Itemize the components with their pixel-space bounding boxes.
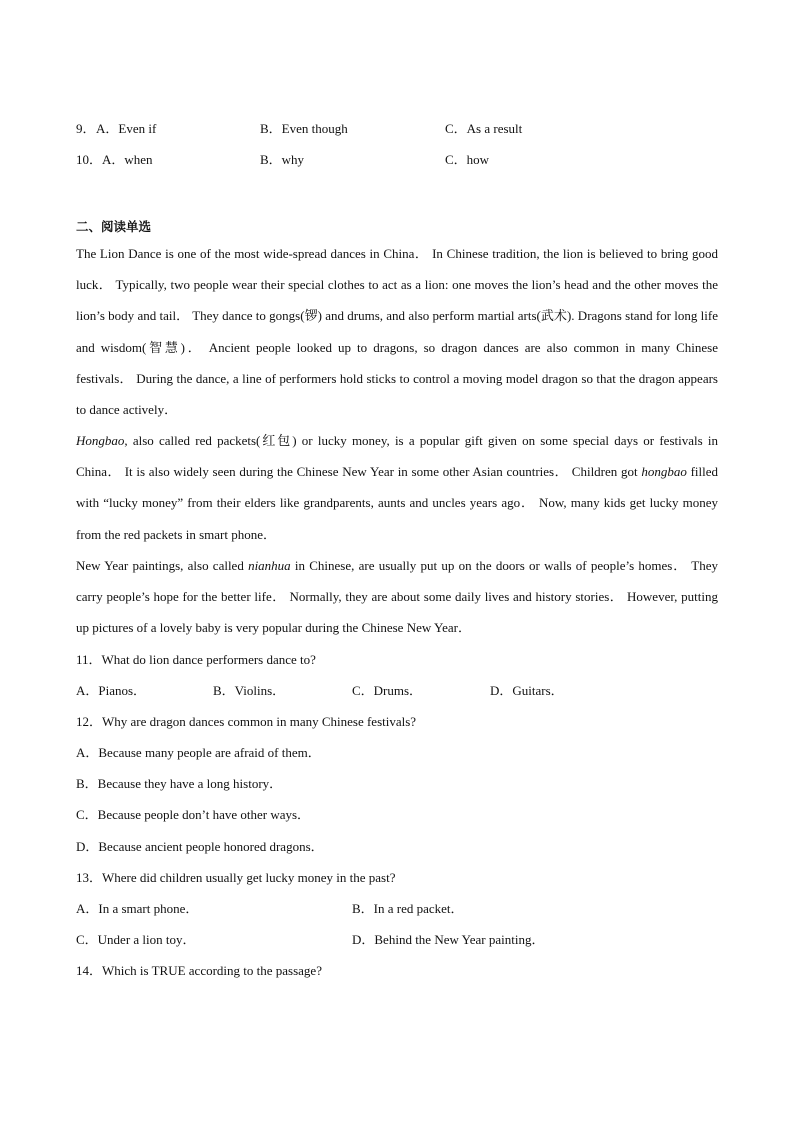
passage-paragraph-3-part-b: in Chinese, are usually put up on the doors or walls of people’s homes． They carry people’s hope for the better life． Normally, they are about some daily lives and history stories． However, putting up pictures of a lovely baby is very popular during the Chinese New Year． [76, 558, 718, 636]
passage-paragraph-2-part-b: filled with “lucky money” from their elders like grandparents, aunts and uncles years ago． Now, many kids get lucky money from the red packets in smart phone． [76, 464, 719, 542]
question-10-option-c[interactable]: C．how [445, 152, 490, 167]
question-12-option-d[interactable]: D．Because ancient people honored dragons． [76, 839, 324, 854]
section-title-reading: 二、阅读单选 [76, 219, 152, 234]
passage-paragraph-3 [76, 550, 718, 644]
question-12-option-b[interactable]: B．Because they have a long history． [76, 776, 283, 791]
question-12-option-c[interactable]: C．Because people don’t have other ways． [76, 807, 311, 822]
hongbao-term: Hongbao [76, 433, 125, 448]
question-14-stem: 14．Which is TRUE according to the passage? [76, 963, 322, 978]
passage-paragraph-2-part-a: , also called red packets(红包) or lucky money, is a popular gift given on some special days or festivals in China． It is also widely seen during the Chinese New Year in some other Asian countries． Children got [76, 433, 718, 480]
question-9-number: 9． [76, 121, 96, 136]
question-11-option-b[interactable]: B．Violins． [213, 683, 286, 698]
question-13-option-d[interactable]: D．Behind the New Year painting． [352, 932, 545, 947]
question-9-option-c[interactable]: C．As a result [445, 121, 523, 136]
question-12-option-a[interactable]: A．Because many people are afraid of them． [76, 745, 321, 760]
question-12-stem: 12．Why are dragon dances common in many Chinese festivals? [76, 714, 417, 729]
question-10-number: 10． [76, 152, 103, 167]
question-11-option-d[interactable]: D．Guitars． [490, 683, 564, 698]
passage-paragraph-3-part-a: New Year paintings, also called [76, 558, 249, 573]
question-9-option-a[interactable]: A．Even if [96, 121, 157, 136]
question-13-stem: 13．Where did children usually get lucky money in the past? [76, 870, 396, 885]
question-9-option-b[interactable]: B．Even though [260, 121, 348, 136]
nianhua-term: nianhua [248, 558, 291, 573]
question-11-option-a[interactable]: A．Pianos． [76, 683, 147, 698]
question-13-option-b[interactable]: B．In a red packet． [352, 901, 464, 916]
question-13-option-a[interactable]: A．In a smart phone． [76, 901, 199, 916]
hongbao-term-2: hongbao [641, 464, 687, 480]
question-10-option-a[interactable]: A．when [102, 152, 153, 167]
question-11-stem: 11．What do lion dance performers dance to? [76, 652, 316, 667]
passage-paragraph-1: The Lion Dance is one of the most wide-spread dances in China． In Chinese tradition, the lion is believed to bring good luck． Typically, two people wear their special clothes to act as a lion: one moves the lion’s head and the other moves the lion’s body and tail． They dance to gongs(锣) and drums, and also perform martial arts(武术). Dragons stand for long life and wisdom(智慧)． Ancient people looked up to dragons, so dragon dances are also common in many Chinese festivals． During the dance, a line of performers hold sticks to control a moving model dragon so that the dragon appears to dance actively． [76, 246, 718, 418]
question-10-option-b[interactable]: B．why [260, 152, 305, 167]
passage-paragraph-2 [76, 425, 718, 550]
question-11-option-c[interactable]: C．Drums． [352, 683, 423, 698]
question-13-option-c[interactable]: C．Under a lion toy． [76, 932, 196, 947]
